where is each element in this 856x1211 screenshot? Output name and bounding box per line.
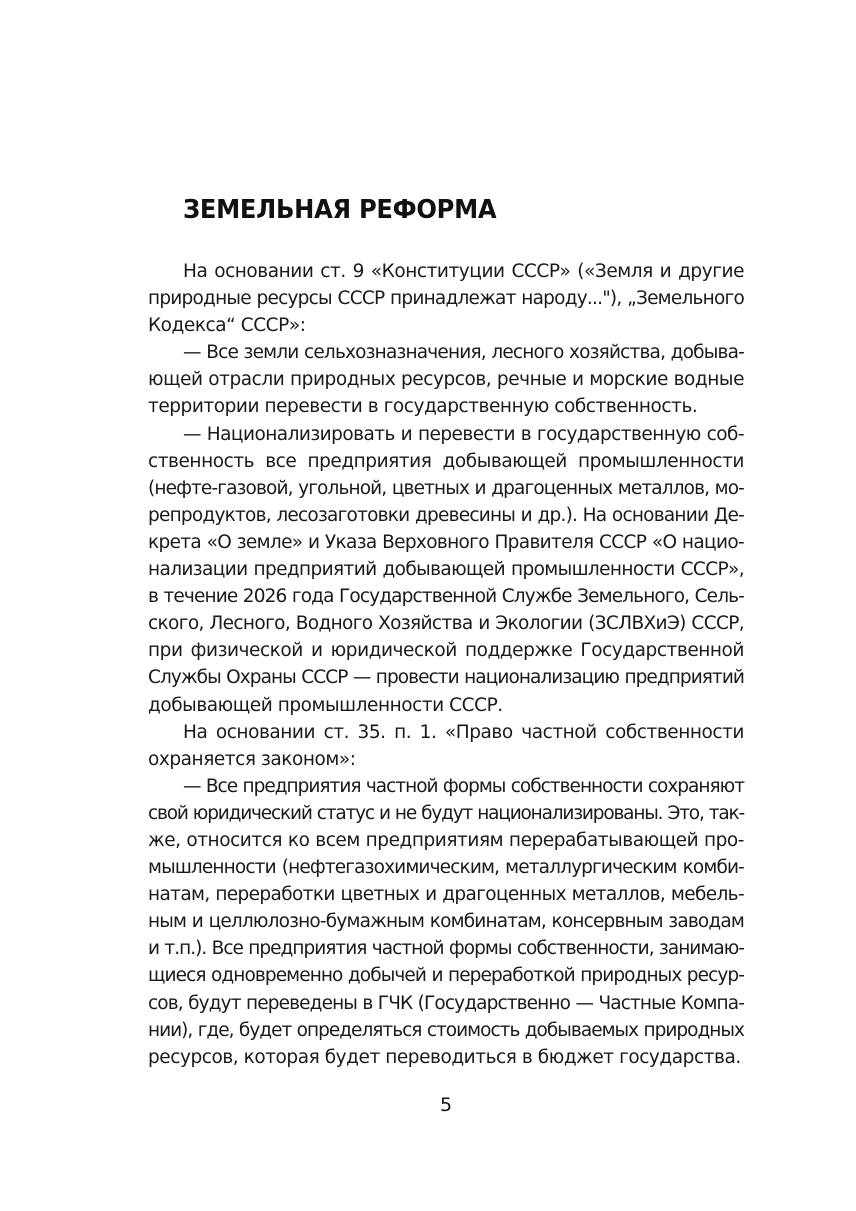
text-line: при физической и юридической поддержке Государственной — [148, 640, 744, 662]
text-line: нализации предприятий добывающей промышленности СССР», — [148, 559, 744, 581]
text-line: ственность все предприятия добывающей промышленности — [148, 450, 744, 472]
text-line: же, относится ко всем предприятиям перерабатывающей про- — [148, 829, 744, 851]
text-line: На основании ст. 9 «Конституции СССР» («Земля и другие — [183, 261, 744, 282]
text-line: крета «О земле» и Указа Верховного Правителя СССР «О нацио- — [148, 531, 744, 553]
text-line: природные ресурсы СССР принадлежат народу..."), „Земельного — [148, 288, 744, 310]
text-line: охраняется законом»: — [148, 748, 356, 770]
text-line: свой юридический статус и не будут национализированы. Это, так- — [148, 802, 744, 824]
text-line: ющей отрасли природных ресурсов, речные и морские водные — [148, 369, 744, 391]
text-line: территории перевести в государственную собственность. — [148, 396, 698, 418]
body-text — [148, 258, 744, 1071]
text-line: добывающей промышленности СССР. — [148, 694, 503, 716]
text-line: в течение 2026 года Государственной Службе Земельного, Сель- — [148, 586, 744, 608]
text-line: На основании ст. 35. п. 1. «Право частной собственности — [183, 721, 744, 743]
page-number: 5 — [439, 1094, 453, 1116]
text-line: — Национализировать и перевести в государственную соб- — [183, 423, 744, 445]
text-line: — Все земли сельхозназначения, лесного хозяйства, добыва- — [183, 342, 744, 364]
page-title: ЗЕМЕЛЬНАЯ РЕФОРМА — [183, 195, 497, 225]
text-line: натам, переработки цветных и драгоценных металлов, мебель- — [148, 884, 744, 906]
text-line: и т.п.). Все предприятия частной формы собственности, занимаю- — [148, 938, 744, 960]
text-line: щиеся одновременно добычей и переработкой природных ресур- — [148, 965, 744, 987]
text-line: мышленности (нефтегазохимическим, металлургическим комби- — [148, 857, 744, 879]
text-line: репродуктов, лесозаготовки древесины и др.). На основании Де- — [148, 504, 744, 526]
text-line: ресурсов, которая будет переводиться в бюджет государства. — [148, 1046, 741, 1068]
text-line: нии), где, будет определяться стоимость добываемых природных — [148, 1019, 744, 1041]
text-line: — Все предприятия частной формы собственности сохраняют — [183, 775, 744, 797]
text-line: ского, Лесного, Водного Хозяйства и Экологии (ЗСЛВХиЭ) СССР, — [148, 613, 744, 635]
text-line: сов, будут переведены в ГЧК (Государственно — Частные Компа- — [148, 992, 744, 1014]
text-line: (нефте-газовой, угольной, цветных и драгоценных металлов, мо- — [148, 477, 744, 499]
text-line: Службы Охраны СССР — провести национализацию предприятий — [148, 667, 744, 689]
text-line: Кодекса“ СССР»: — [148, 315, 306, 337]
text-line: ным и целлюлозно-бумажным комбинатам, консервным заводам — [148, 911, 744, 933]
